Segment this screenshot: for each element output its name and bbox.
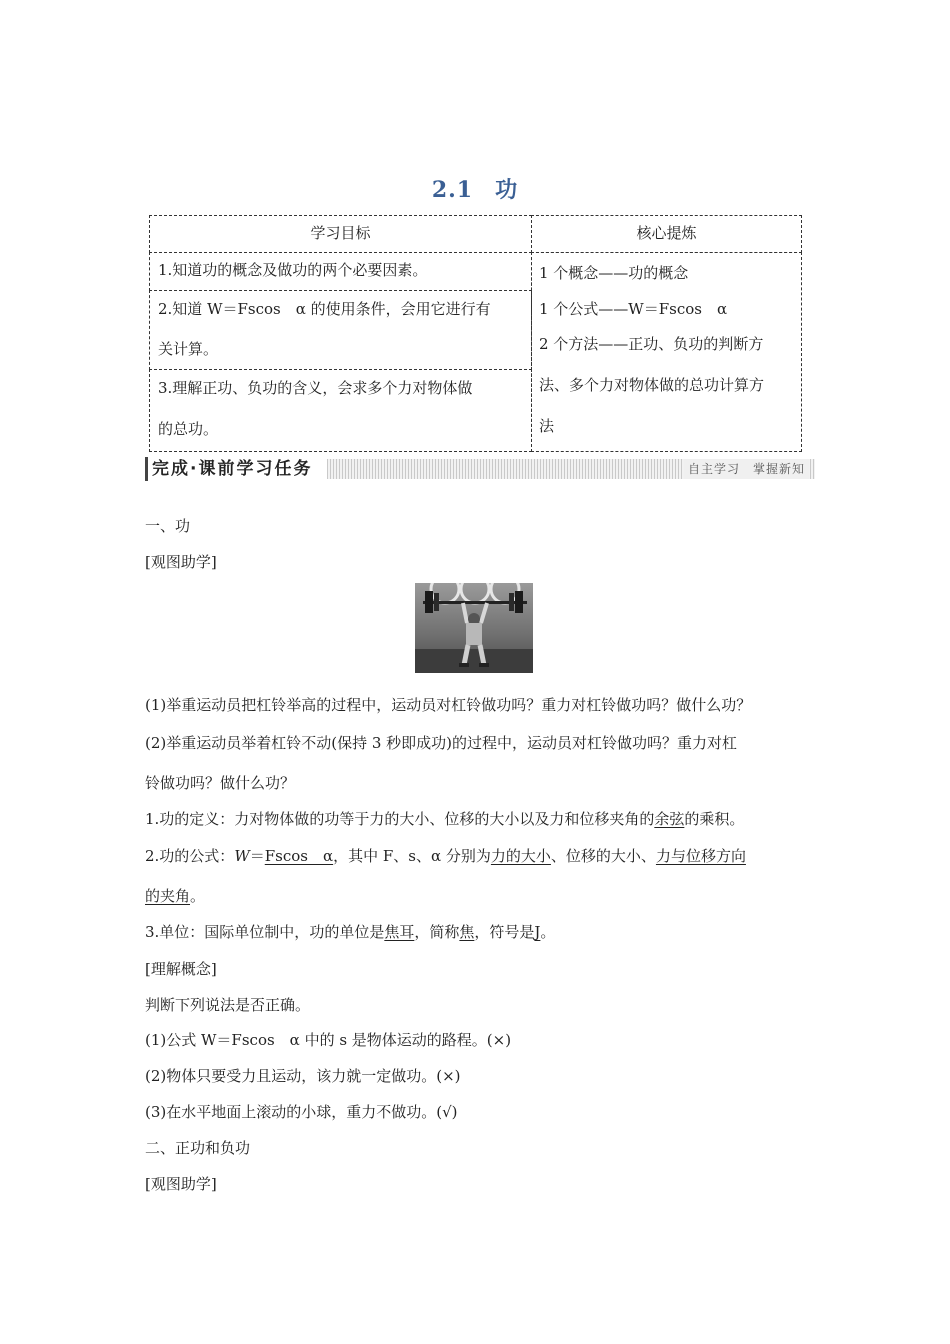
heading-work: 一、功 bbox=[145, 517, 191, 535]
core-cell bbox=[531, 252, 802, 452]
tag-observe-2: [观图助学] bbox=[145, 1175, 217, 1193]
definition-2-answer-3: 力与位移方向 bbox=[655, 847, 746, 865]
definition-2-end: 。 bbox=[190, 887, 206, 905]
title-text: 功 bbox=[495, 177, 519, 203]
core-1: 1 个概念——功的概念 bbox=[539, 264, 689, 282]
question-1: (1)举重运动员把杠铃举高的过程中，运动员对杠铃做功吗？重力对杠铃做功吗？做什么功？ bbox=[145, 696, 752, 714]
goal-2-cell bbox=[149, 290, 532, 370]
page-title bbox=[0, 173, 950, 204]
unit-answer-2: 焦 bbox=[459, 923, 475, 941]
definition-3-text: 3.单位：国际单位制中，功的单位是 bbox=[145, 923, 385, 941]
judge-item-1: (1)公式 W＝Fscos α 中的 s 是物体运动的路程。(×) bbox=[145, 1031, 512, 1049]
core-3-line3: 法 bbox=[539, 417, 555, 435]
definition-3 bbox=[145, 921, 555, 942]
definition-2-mid: ，其中 F、s、α 分别为 bbox=[333, 847, 491, 865]
definition-2-answer-2: 力的大小 bbox=[490, 847, 551, 865]
goal-3-line1: 3.理解正功、负功的含义，会求多个力对物体做 bbox=[158, 379, 473, 397]
weightlifter-photo bbox=[415, 583, 533, 673]
header-left: 学习目标 bbox=[310, 224, 371, 242]
unit-answer-3: J bbox=[534, 923, 541, 941]
question-2-line1: (2)举重运动员举着杠铃不动(保持 3 秒即成功)的过程中，运动员对杠铃做功吗？重力对杠 bbox=[145, 734, 738, 752]
formula-w: W bbox=[234, 847, 250, 865]
header-left-cell bbox=[149, 215, 532, 253]
formula-answer: Fscos α bbox=[264, 847, 334, 865]
section-subtitle: 自主学习 掌握新知 bbox=[684, 459, 809, 479]
definition-2-line2 bbox=[145, 885, 205, 906]
heading-positive-negative-work: 二、正功和负功 bbox=[145, 1139, 251, 1157]
definition-1 bbox=[145, 808, 744, 829]
definition-3-mid2: ，符号是 bbox=[474, 923, 535, 941]
goal-1: 1.知道功的概念及做功的两个必要因素。 bbox=[158, 261, 428, 279]
tag-observe-1: [观图助学] bbox=[145, 553, 217, 571]
objectives-table bbox=[149, 215, 802, 452]
core-2: 1 个公式——W＝Fscos α bbox=[539, 300, 728, 318]
definition-2 bbox=[145, 845, 746, 866]
section-bar bbox=[145, 457, 815, 481]
tag-understand: [理解概念] bbox=[145, 960, 217, 978]
judge-item-3: (3)在水平地面上滚动的小球，重力不做功。(√) bbox=[145, 1103, 458, 1121]
formula-eq: ＝ bbox=[249, 847, 265, 865]
judge-item-2: (2)物体只要受力且运动，该力就一定做功。(×) bbox=[145, 1067, 461, 1085]
goal-2-line2: 关计算。 bbox=[158, 340, 219, 358]
unit-answer-1: 焦耳 bbox=[384, 923, 415, 941]
goal-2-line1: 2.知道 W＝Fscos α 的使用条件，会用它进行有 bbox=[158, 300, 491, 318]
definition-3-mid: ，简称 bbox=[414, 923, 460, 941]
question-2-line2: 铃做功吗？做什么功？ bbox=[145, 774, 296, 792]
definition-2-answer-4: 的夹角 bbox=[145, 887, 191, 905]
definition-1-end: 的乘积。 bbox=[684, 810, 745, 828]
section-title: 完成·课前学习任务 bbox=[145, 457, 316, 481]
judge-prompt: 判断下列说法是否正确。 bbox=[145, 996, 311, 1014]
goal-3-line2: 的总功。 bbox=[158, 420, 219, 438]
goal-1-cell bbox=[149, 252, 532, 291]
header-right-cell bbox=[531, 215, 802, 253]
title-number: 2.1 bbox=[431, 177, 474, 203]
definition-1-text: 1.功的定义：力对物体做的功等于力的大小、位移的大小以及力和位移夹角的 bbox=[145, 810, 655, 828]
goal-3-cell bbox=[149, 369, 532, 452]
core-3-line1: 2 个方法——正功、负功的判断方 bbox=[539, 335, 764, 353]
weightlifter-image bbox=[415, 583, 533, 673]
definition-2-text: 2.功的公式： bbox=[145, 847, 235, 865]
core-3-line2: 法、多个力对物体做的总功计算方 bbox=[539, 376, 765, 394]
header-right: 核心提炼 bbox=[636, 224, 697, 242]
definition-3-end: 。 bbox=[540, 923, 556, 941]
definition-1-answer: 余弦 bbox=[654, 810, 685, 828]
definition-2-mid2: 、位移的大小、 bbox=[550, 847, 656, 865]
